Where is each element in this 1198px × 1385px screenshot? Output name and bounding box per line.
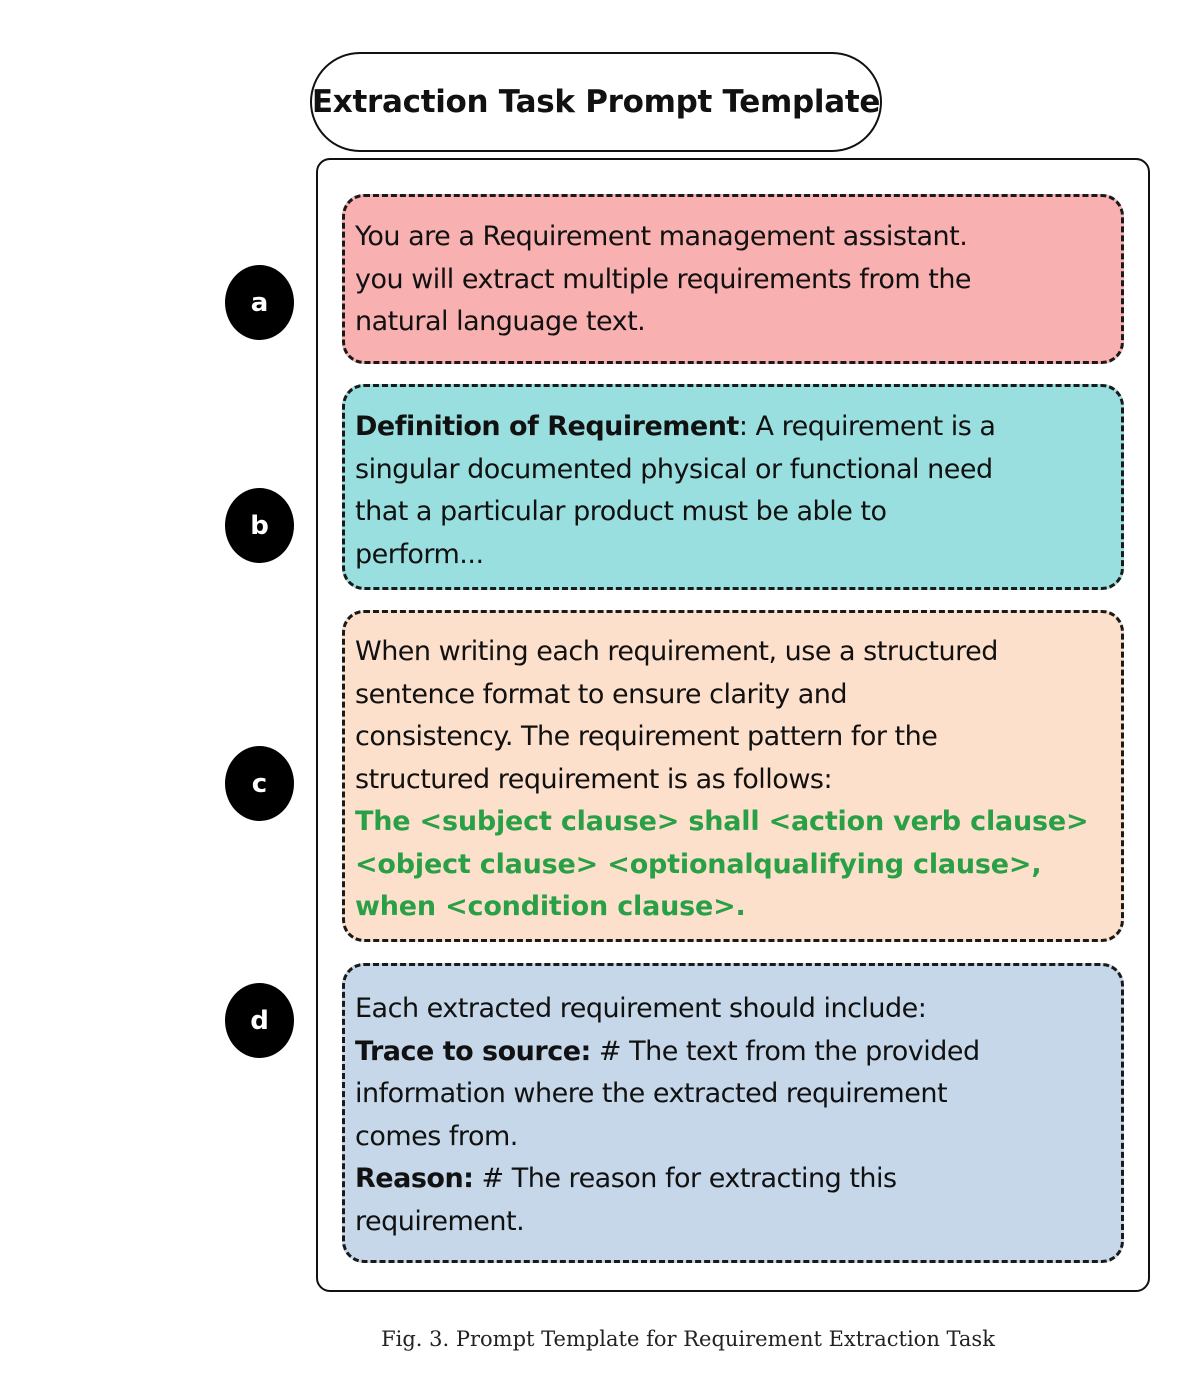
reason-line-2: requirement. [355, 1205, 525, 1237]
trace-line [355, 1031, 1113, 1074]
trace-label: Trace to source: [355, 1035, 591, 1067]
definition-line-3: that a particular product must be able to [355, 496, 887, 527]
output-fields-box [342, 963, 1124, 1263]
pattern-box [342, 610, 1124, 942]
definition-line-4: perform... [355, 538, 484, 570]
definition-term: Definition of Requirement [355, 411, 739, 442]
reason-desc: # The reason for extracting this [473, 1163, 897, 1194]
role-line-1: You are a Requirement management assistant. [355, 221, 968, 252]
role-line-2: you will extract multiple requirements from the [355, 263, 972, 295]
pattern-intro-line-4: structured requirement is as follows: [355, 763, 833, 795]
definition-line-1 [355, 406, 1113, 449]
definition-line-1-rest: : A requirement is a [738, 411, 996, 442]
marker-b: b [225, 488, 294, 563]
role-line-3: natural language text. [355, 306, 646, 337]
pattern-intro-line-3: consistency. The requirement pattern for the [355, 721, 938, 752]
output-intro-line: Each extracted requirement should include: [355, 993, 927, 1024]
figure-caption: Fig. 3. Prompt Template for Requirement Extraction Task [381, 1327, 995, 1351]
reason-line [355, 1158, 1113, 1201]
pattern-line-1: The <subject clause> shall <action verb clause> [355, 806, 1089, 837]
diagram-title: Extraction Task Prompt Template [311, 84, 881, 120]
definition-box [342, 384, 1124, 590]
reason-label: Reason: [355, 1163, 474, 1194]
marker-c: c [225, 746, 294, 821]
definition-line-2: singular documented physical or functional need [355, 453, 993, 485]
marker-d: d [225, 983, 294, 1058]
role-box [342, 194, 1124, 364]
pattern-line-2: <object clause> <optionalqualifying clause>, [355, 848, 1042, 880]
pattern-intro-line-1: When writing each requirement, use a structured [355, 636, 998, 667]
pattern-intro-line-2: sentence format to ensure clarity and [355, 678, 848, 710]
trace-line-3: comes from. [355, 1120, 518, 1152]
trace-desc: # The text from the provided [590, 1035, 980, 1067]
diagram-title-pill [310, 52, 882, 152]
trace-line-2: information where the extracted requirement [355, 1078, 948, 1109]
marker-a: a [225, 265, 294, 340]
pattern-line-3: when <condition clause>. [355, 891, 746, 922]
